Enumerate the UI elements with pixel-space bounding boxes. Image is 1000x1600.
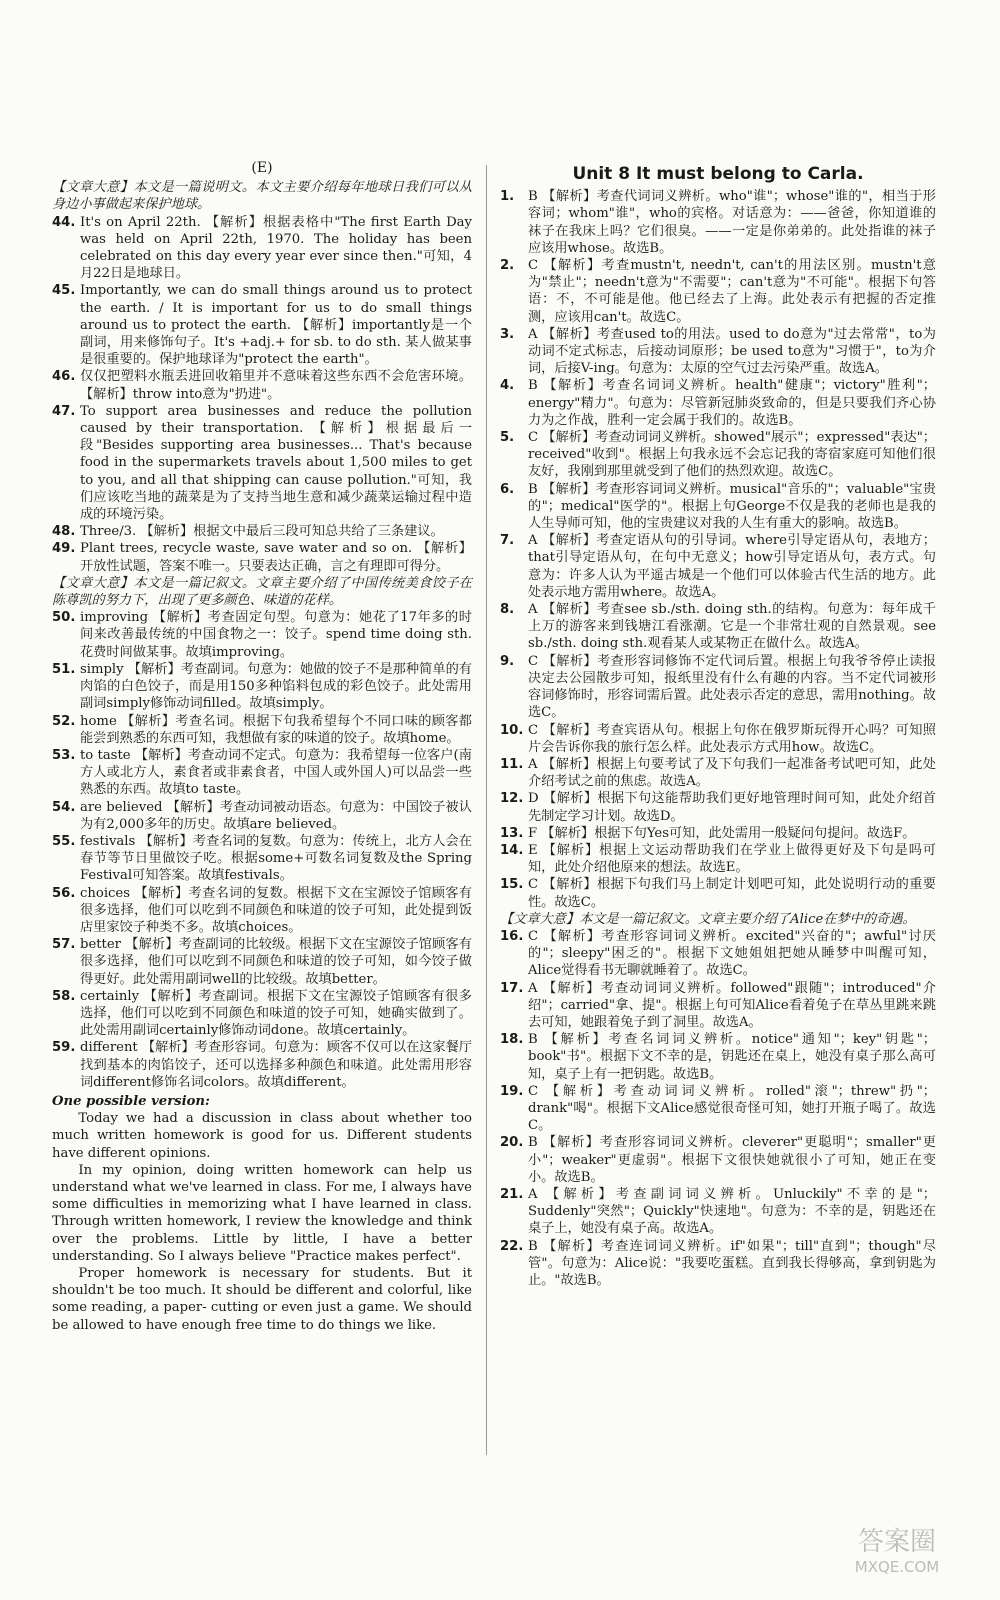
answer-number: 19. [500, 1083, 524, 1099]
answer-item [52, 885, 472, 937]
answer-item [52, 368, 472, 402]
answer-item [52, 1039, 472, 1091]
answer-item [52, 747, 472, 799]
answer-item [52, 214, 472, 283]
answer-text: C 【解析】考查形容词修饰不定代词后置。根据上句我爷爷停止读报决定去公园散步可知，报纸里没有什么有趣的内容。当不定代词被形容词修饰时，形容词需后置。此处表示否定的意思，需用nothing。故选C。 [528, 653, 936, 721]
answer-text: better 【解析】考查副词的比较级。根据下文在宝源饺子馆顾客有很多选择，他们可以吃到不同颜色和味道的饺子可知，如今饺子做得更好。此处需用副词well的比较级。故填better。 [80, 937, 472, 987]
answer-number: 54. [52, 799, 76, 815]
answer-text: B 【解析】考查名词词义辨析。health"健康"；victory"胜利"；energy"精力"。句意为：尽管新冠肺炎致命的，但是只要我们齐心协力为之作战，胜利一定会属于我们的。故选B。 [528, 378, 936, 428]
answer-item [500, 790, 936, 824]
answer-item [500, 825, 936, 842]
answer-item [500, 842, 936, 876]
left-column [52, 160, 472, 1334]
answer-text: D 【解析】根据下句这能帮助我们更好地管理时间可知，此处介绍首先制定学习计划。故选D。 [528, 791, 936, 824]
answer-text: A 【解析】考查副词词义辨析。Unluckily"不幸的是"；Suddenly"突然"；Quickly"快速地"。句意为：不幸的是，钥匙还在桌子上，她没有桌子高。故选A。 [528, 1186, 936, 1237]
unit-title: Unit 8 It must belong to Carla. [572, 164, 864, 184]
answer-text: C 【解析】考查动词词义辨析。rolled"滚"；threw"扔"；drank"喝"。根据下文Alice感觉很奇怪可知，她打开瓶子喝了。故选C。 [528, 1083, 936, 1134]
answer-text: A 【解析】考查动词词义辨析。followed"跟随"；introduced"介绍"；carried"拿、提"。根据上句可知Alice看着兔子在草丛里跳来跳去可知，她跟着兔子到了洞里。故选A。 [528, 980, 936, 1030]
answer-text: A 【解析】考查see sb./sth. doing sth.的结构。句意为：每年成千上万的游客来到钱塘江看涨潮。它是一个非常壮观的自然景观。see sb./sth. doing sth.观看某人或某物正在做什么。故选A。 [528, 602, 936, 652]
answer-number: 55. [52, 833, 76, 849]
answer-text: Importantly, we can do small things around us to protect the earth. / It is important for us to do small things around us to protect the earth. 【解析】importantly是一个副词，用来修饰句子。It's +adj.+ for sb. to do sth. 某人做某事是很重要的。保护地球译为"protect the earth"。 [80, 283, 472, 368]
answer-text: are believed 【解析】考查动词被动语态。句意为：中国饺子被认为有2,000多年的历史。故填are believed。 [80, 799, 472, 832]
answer-item [52, 988, 472, 1040]
answer-number: 7. [500, 533, 515, 549]
answer-item [52, 540, 472, 574]
answer-number: 22. [500, 1238, 524, 1254]
answer-text: to taste 【解析】考查动词不定式。句意为：我希望每一位客户(南方人或北方人，素食者或非素食者，中国人或外国人)可以品尝一些熟悉的东西。故填to taste。 [80, 747, 472, 798]
answer-list-1-15 [500, 188, 936, 911]
essay-paragraph: Today we had a discussion in class about whether too much written homework is good for us. Different students have different opinions. [52, 1111, 472, 1161]
answer-item [52, 523, 472, 540]
answer-item [500, 653, 936, 722]
answer-item [500, 257, 936, 326]
answer-text: It's on April 22th. 【解析】根据表格中"The first Earth Day was held on April 22th, 1970. The holiday has been celebrated on this day every year ever since then."可知，4月22日是地球日。 [80, 214, 472, 282]
answer-text: B 【解析】考查名词词义辨析。notice"通知"；key"钥匙"；book"书"。根据下文不幸的是，钥匙还在桌上，她没有桌子那么高可知，桌子上有一把钥匙。故选B。 [528, 1032, 936, 1082]
answer-text: A 【解析】考查used to的用法。used to do意为"过去常常"，to为动词不定式标志，后接动词原形；be used to意为"习惯于"，to为介词，后接V-ing。句意为：太原的空气过去污染严重。故选A。 [528, 326, 936, 377]
answer-number: 51. [52, 661, 76, 677]
answer-text: C 【解析】考查宾语从句。根据上句你在俄罗斯玩得开心吗？可知照片会告诉你我的旅行怎么样。此处表示方式用how。故选C。 [528, 722, 936, 755]
answer-number: 50. [52, 610, 76, 626]
answer-text: B 【解析】考查连词词义辨析。if"如果"；till"直到"；though"尽管"。句意为：Alice说："我要吃蛋糕。直到我长得够高，拿到钥匙为止。"故选B。 [528, 1238, 936, 1288]
answer-number: 4. [500, 378, 515, 394]
answer-item [52, 936, 472, 988]
essay-paragraph: Proper homework is necessary for students. But it shouldn't be too much. It should be different and colorful, like some reading, a paper- cutting or even just a game. We should be allowed to have enough free time to do things we like. [52, 1266, 472, 1333]
answer-text: choices 【解析】考查名词的复数。根据下文在宝源饺子馆顾客有很多选择，他们可以吃到不同颜色和味道的饺子可知，此处提到饭店里家饺子种类不多。故填choices。 [80, 885, 472, 935]
answer-item [52, 609, 472, 661]
answer-item [52, 833, 472, 885]
answer-item [500, 1031, 936, 1083]
answer-text: C 【解析】考查mustn't, needn't, can't的用法区别。mustn't意为"禁止"；needn't意为"不需要"；can't意为"不可能"。根据下句答语：不，不可能是他。他已经去了上海。此处表示有把握的否定推测，应该用can't。故选C。 [528, 258, 936, 325]
answer-text: home 【解析】考查名词。根据下句我希望每个不同口味的顾客都能尝到熟悉的东西可知，我想做有家的味道的饺子。故填home。 [80, 713, 472, 746]
answer-number: 57. [52, 937, 76, 953]
essay-paragraph: In my opinion, doing written homework can help us understand what we've learned in class. For me, I always have some difficulties in memorizing what I have learned in class. Through written homework, I review the knowledge and think over the problems. Little by little, I have a better understanding. So I always believe "Practice makes perfect". [52, 1162, 472, 1264]
answer-number: 1. [500, 189, 515, 205]
article-summary-3: 【文章大意】本文是一篇记叙文。文章主要介绍了Alice在梦中的奇遇。 [500, 911, 916, 927]
version-label: One possible version: [52, 1093, 210, 1109]
answer-text: A 【解析】考查定语从句的引导词。where引导定语从句，表地方；that引导定语从句，在句中无意义；how引导定语从句，表方式。句意为：许多人认为平遥古城是一个他们可以体验古代生活的地方。此处表示地方需用where。故选A。 [528, 533, 936, 600]
answer-item [500, 326, 936, 378]
answer-number: 48. [52, 524, 76, 540]
answer-item [500, 1186, 936, 1238]
answer-item [500, 1083, 936, 1135]
answer-item [500, 1134, 936, 1186]
answer-number: 52. [52, 713, 76, 729]
answer-item [500, 1238, 936, 1290]
answer-text: B 【解析】考查代词词义辨析。who"谁"；whose"谁的"，相当于形容词；whom"谁"，who的宾格。对话意为：——爸爸，你知道谁的袜子在我床上吗？它们很臭。——一定是你弟弟的。此处指谁的袜子应该用whose。故选B。 [528, 189, 936, 256]
answer-text: Three/3. 【解析】根据文中最后三段可知总共给了三条建议。 [80, 524, 444, 540]
answer-number: 3. [500, 326, 515, 342]
answer-text: certainly 【解析】考查副词。根据下文在宝源饺子馆顾客有很多选择，他们可以吃到不同颜色和味道的饺子可知，她确实做到了。此处需用副词certainly修饰动词done。故填certainly。 [80, 988, 472, 1039]
answer-item [500, 188, 936, 257]
answer-item [500, 601, 936, 653]
answer-number: 44. [52, 214, 76, 230]
answer-list-16-22 [500, 928, 936, 1289]
answer-number: 58. [52, 988, 76, 1004]
answer-number: 47. [52, 403, 76, 419]
answer-item [500, 722, 936, 756]
answer-number: 18. [500, 1032, 524, 1048]
answer-number: 56. [52, 885, 76, 901]
answer-text: C 【解析】根据下句我们马上制定计划吧可知，此处说明行动的重要性。故选C。 [528, 877, 936, 910]
answer-item [500, 980, 936, 1032]
answer-text: E 【解析】根据上文运动帮助我们在学业上做得更好及下句是吗可知，此处介绍他原来的想法。故选E。 [528, 842, 936, 876]
answer-number: 9. [500, 653, 515, 669]
watermark-url: MXQE.COM [854, 1558, 940, 1576]
answer-text: A 【解析】根据上句要考试了及下句我们一起准备考试吧可知，此处介绍考试之前的焦虑。故选A。 [528, 756, 936, 790]
answer-text: festivals 【解析】考查名词的复数。句意为：传统上，北方人会在春节等节日里做饺子吃。根据some+可数名词复数及the Spring Festival可知答案。故填festivals。 [80, 833, 472, 884]
answer-text: improving 【解析】考查固定句型。句意为：她花了17年多的时间来改善最传统的中国食物之一：饺子。spend time doing sth. 花费时间做某事。故填improving。 [80, 610, 472, 660]
answer-item [500, 532, 936, 601]
answer-list-44-49 [52, 214, 472, 575]
answer-number: 49. [52, 541, 76, 557]
answer-item [500, 481, 936, 533]
answer-number: 46. [52, 369, 76, 385]
answer-number: 11. [500, 756, 524, 772]
answer-number: 8. [500, 602, 515, 618]
answer-number: 20. [500, 1135, 524, 1151]
answer-text: Plant trees, recycle waste, save water and so on. 【解析】开放性试题，答案不唯一。只要表达正确，言之有理即可得分。 [80, 541, 472, 574]
answer-number: 21. [500, 1186, 524, 1202]
answer-text: B 【解析】考查形容词词义辨析。cleverer"更聪明"；smaller"更小"；weaker"更虚弱"。根据下文很快她就很小了可知，她正在变小。故选B。 [528, 1135, 936, 1185]
answer-item [500, 429, 936, 481]
answer-item [52, 282, 472, 368]
answer-item [52, 403, 472, 523]
answer-text: F 【解析】根据下句Yes可知，此处需用一般疑问句提问。故选F。 [528, 825, 916, 841]
answer-item [52, 713, 472, 747]
sample-essay [52, 1110, 472, 1334]
answer-text: B 【解析】考查形容词词义辨析。musical"音乐的"；valuable"宝贵的"；medical"医学的"。根据上句George不仅是我的老师也是我的人生导师可知，他的宝贵建议对我的人生有重大的影响。故选B。 [528, 481, 936, 532]
answer-number: 2. [500, 258, 515, 274]
answer-number: 6. [500, 481, 515, 497]
section-title-e: (E) [251, 160, 273, 176]
answer-text: C 【解析】考查动词词义辨析。showed"展示"；expressed"表达"；received"收到"。根据上句我永远不会忘记我的寄宿家庭可知他们很友好，我刚到那里就受到了他们的热烈欢迎。故选C。 [528, 430, 936, 480]
column-divider [486, 165, 487, 1455]
article-summary-1: 【文章大意】本文是一篇说明文。本文主要介绍每年地球日我们可以从身边小事做起来保护地球。 [52, 180, 472, 213]
answer-number: 15. [500, 877, 524, 893]
answer-item [500, 756, 936, 790]
answer-number: 16. [500, 928, 524, 944]
answer-item [500, 928, 936, 980]
answer-number: 5. [500, 430, 515, 446]
watermark-text: 答案圈 [857, 1527, 937, 1557]
answer-number: 14. [500, 842, 524, 858]
article-summary-2: 【文章大意】本文是一篇记叙文。文章主要介绍了中国传统美食饺子在陈尊凯的努力下，出现了更多颜色、味道的花样。 [52, 575, 472, 609]
answer-text: simply 【解析】考查副词。句意为：她做的饺子不是那种简单的有肉馅的白色饺子，而是用150多种馅料包成的彩色饺子。此处需用副词simply修饰动词filled。故填simply。 [80, 661, 472, 712]
answer-text: To support area businesses and reduce the pollution caused by their transportation. 【解析】根据最后一段"Besides supporting area businesses... That's because food in the supermarkets travels about 1,500 miles to get to you, and all that shipping can cause pollution."可知，我们应该吃当地的蔬菜是为了支持当地生意和减少蔬菜运输过程中造成的环境污染。 [80, 403, 472, 523]
answer-number: 13. [500, 825, 524, 841]
answer-number: 59. [52, 1040, 76, 1056]
answer-item [500, 377, 936, 429]
answer-text: 仅仅把塑料水瓶丢进回收箱里并不意味着这些东西不会危害环境。【解析】throw into意为"扔进"。 [80, 369, 472, 402]
answer-number: 53. [52, 747, 76, 763]
answer-number: 17. [500, 980, 524, 996]
answer-number: 10. [500, 722, 524, 738]
answer-text: different 【解析】考查形容词。句意为：顾客不仅可以在这家餐厅找到基本的肉馅饺子，还可以选择多种颜色和味道。此处需用形容词different修饰名词colors。故填different。 [80, 1040, 472, 1090]
answer-item [500, 876, 936, 910]
answer-number: 12. [500, 791, 524, 807]
right-column [500, 160, 936, 1289]
answer-item [52, 799, 472, 833]
answer-list-50-59 [52, 609, 472, 1091]
answer-text: C 【解析】考查形容词词义辨析。excited"兴奋的"；awful"讨厌的"；sleepy"困乏的"。根据下文她姐姐把她从睡梦中叫醒可知，Alice觉得看书无聊就睡着了。故选C。 [528, 928, 936, 979]
watermark-logo [822, 1518, 972, 1578]
answer-number: 45. [52, 283, 76, 299]
answer-item [52, 661, 472, 713]
